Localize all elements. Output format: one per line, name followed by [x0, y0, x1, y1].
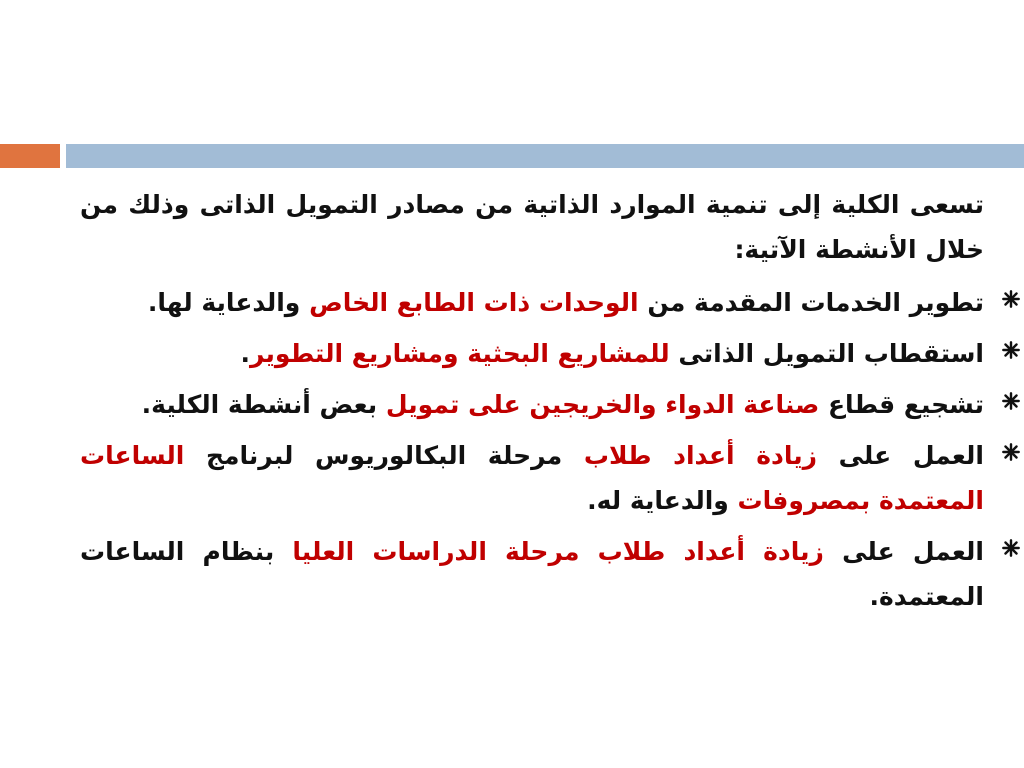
bullet-text: مرحلة البكالوريوس لبرنامج [206, 441, 563, 470]
list-item [80, 280, 984, 325]
accent-bar-blue [66, 144, 1024, 168]
bullet-highlight: الوحدات ذات الطابع الخاص [309, 288, 639, 317]
asterisk-star-icon [1000, 537, 1022, 559]
bullet-highlight: زيادة أعداد طلاب [583, 441, 817, 470]
bullet-text: . [240, 339, 250, 368]
bullet-text: العمل على [838, 441, 984, 470]
bullet-text: بعض أنشطة الكلية. [141, 390, 378, 419]
list-item [80, 433, 984, 523]
accent-bar-orange [0, 144, 60, 168]
bullet-text: والدعاية له. [587, 486, 729, 515]
asterisk-star-icon [1000, 339, 1022, 361]
bullet-text: تشجيع قطاع [827, 390, 984, 419]
bullet-text: استقطاب التمويل الذاتى [678, 339, 984, 368]
bullet-highlight: الساعات المعتمدة بمصروفات [80, 441, 984, 515]
list-item [80, 529, 984, 619]
slide-body [80, 182, 984, 625]
bullet-highlight: زيادة أعداد طلاب مرحلة الدراسات العليا [292, 537, 824, 566]
asterisk-star-icon [1000, 288, 1022, 310]
list-item [80, 331, 984, 376]
bullet-text: العمل على [842, 537, 984, 566]
bullet-highlight: صناعة الدواء والخريجين على تمويل [385, 390, 820, 419]
asterisk-star-icon [1000, 390, 1022, 412]
bullet-text: بنظام الساعات المعتمدة. [80, 537, 984, 611]
asterisk-star-icon [1000, 441, 1022, 463]
activities-list [80, 280, 984, 619]
list-item [80, 382, 984, 427]
intro-paragraph: تسعى الكلية إلى تنمية الموارد الذاتية من مصادر التمويل الذاتى وذلك من خلال الأنشطة الآتية: [80, 190, 984, 264]
bullet-text: تطوير الخدمات المقدمة من [647, 288, 984, 317]
bullet-highlight: للمشاريع البحثية ومشاريع التطوير [249, 339, 670, 368]
bullet-text: والدعاية لها. [147, 288, 301, 317]
